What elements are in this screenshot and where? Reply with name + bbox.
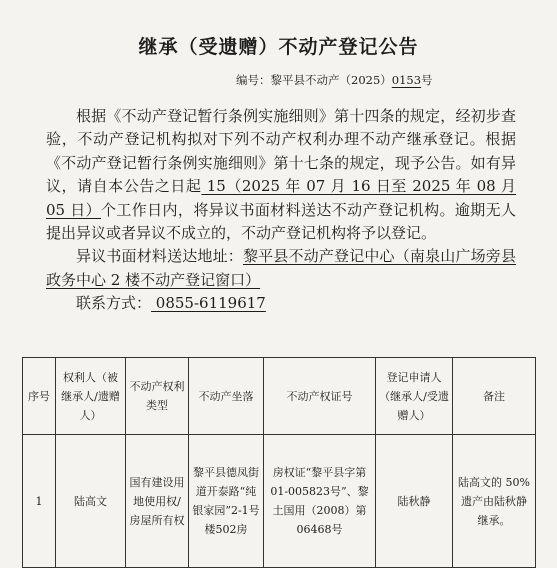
header-right-holder: 权利人（被继承人/遗赠人）: [56, 358, 126, 435]
notice-body: [46, 105, 516, 316]
doc-number-prefix: 编号：黎平县不动产（2025）: [236, 73, 392, 87]
table-row: [23, 435, 536, 568]
notice-paragraph: [46, 105, 516, 245]
header-remarks: 备注: [453, 358, 536, 435]
contact-label: 联系方式：: [76, 294, 152, 313]
cell-remarks: 陆高文的 50%遗产由陆秋静继承。: [453, 435, 536, 568]
cell-location: 黎平县德凤街道开泰路“纯银家园”2-1号楼502房: [189, 435, 264, 568]
document-number: [236, 72, 433, 88]
page-title: 继承（受遗赠）不动产登记公告: [138, 36, 419, 58]
cell-seq: 1: [23, 435, 56, 568]
doc-number-suffix: 号: [421, 73, 433, 87]
header-seq: 序号: [23, 358, 56, 435]
objection-period: 15（2025 年 07 月 16 日至 2025 年 08 月 05 日）: [46, 177, 516, 219]
header-right-type: 不动产权利类型: [126, 358, 189, 435]
table-header-row: [23, 358, 536, 435]
header-location: 不动产坐落: [189, 358, 264, 435]
address-label: 异议书面材料送达地址：: [76, 247, 243, 266]
header-certificate: 不动产权证号: [264, 358, 376, 435]
cell-right-holder: 陆高文: [56, 435, 126, 568]
notice-table: [22, 357, 536, 568]
cell-right-type: 国有建设用地使用权/房屋所有权: [126, 435, 189, 568]
header-applicant: 登记申请人（继承人/受遗赠人）: [376, 358, 453, 435]
address-line: [46, 245, 516, 292]
contact-phone: 0855-6119617: [151, 294, 266, 313]
paragraph-text-b: 个工作日内，将异议书面材料送达不动产登记机构。逾期无人提出异议或者异议不成立的，不动产登记机构将予以登记。: [46, 200, 516, 243]
cell-applicant: 陆秋静: [376, 435, 453, 568]
address-value: 黎平县不动产登记中心（南泉山广场旁县政务中心 2 楼不动产登记窗口）: [46, 247, 516, 289]
contact-line: [46, 292, 516, 315]
paragraph-text-a: 根据《不动产登记暂行条例实施细则》第十四条的规定，经初步查验，不动产登记机构拟对下列不动产权利办理不动产继承登记。根据《不动产登记暂行条例实施细则》第十七条的规定，现予公告。如有异议，请自本公告之日起: [46, 107, 516, 196]
cell-certificate: 房权证“黎平县字第01-005823号”、黎土国用（2008）第06468号: [264, 435, 376, 568]
doc-number-value: 0153: [391, 73, 422, 87]
